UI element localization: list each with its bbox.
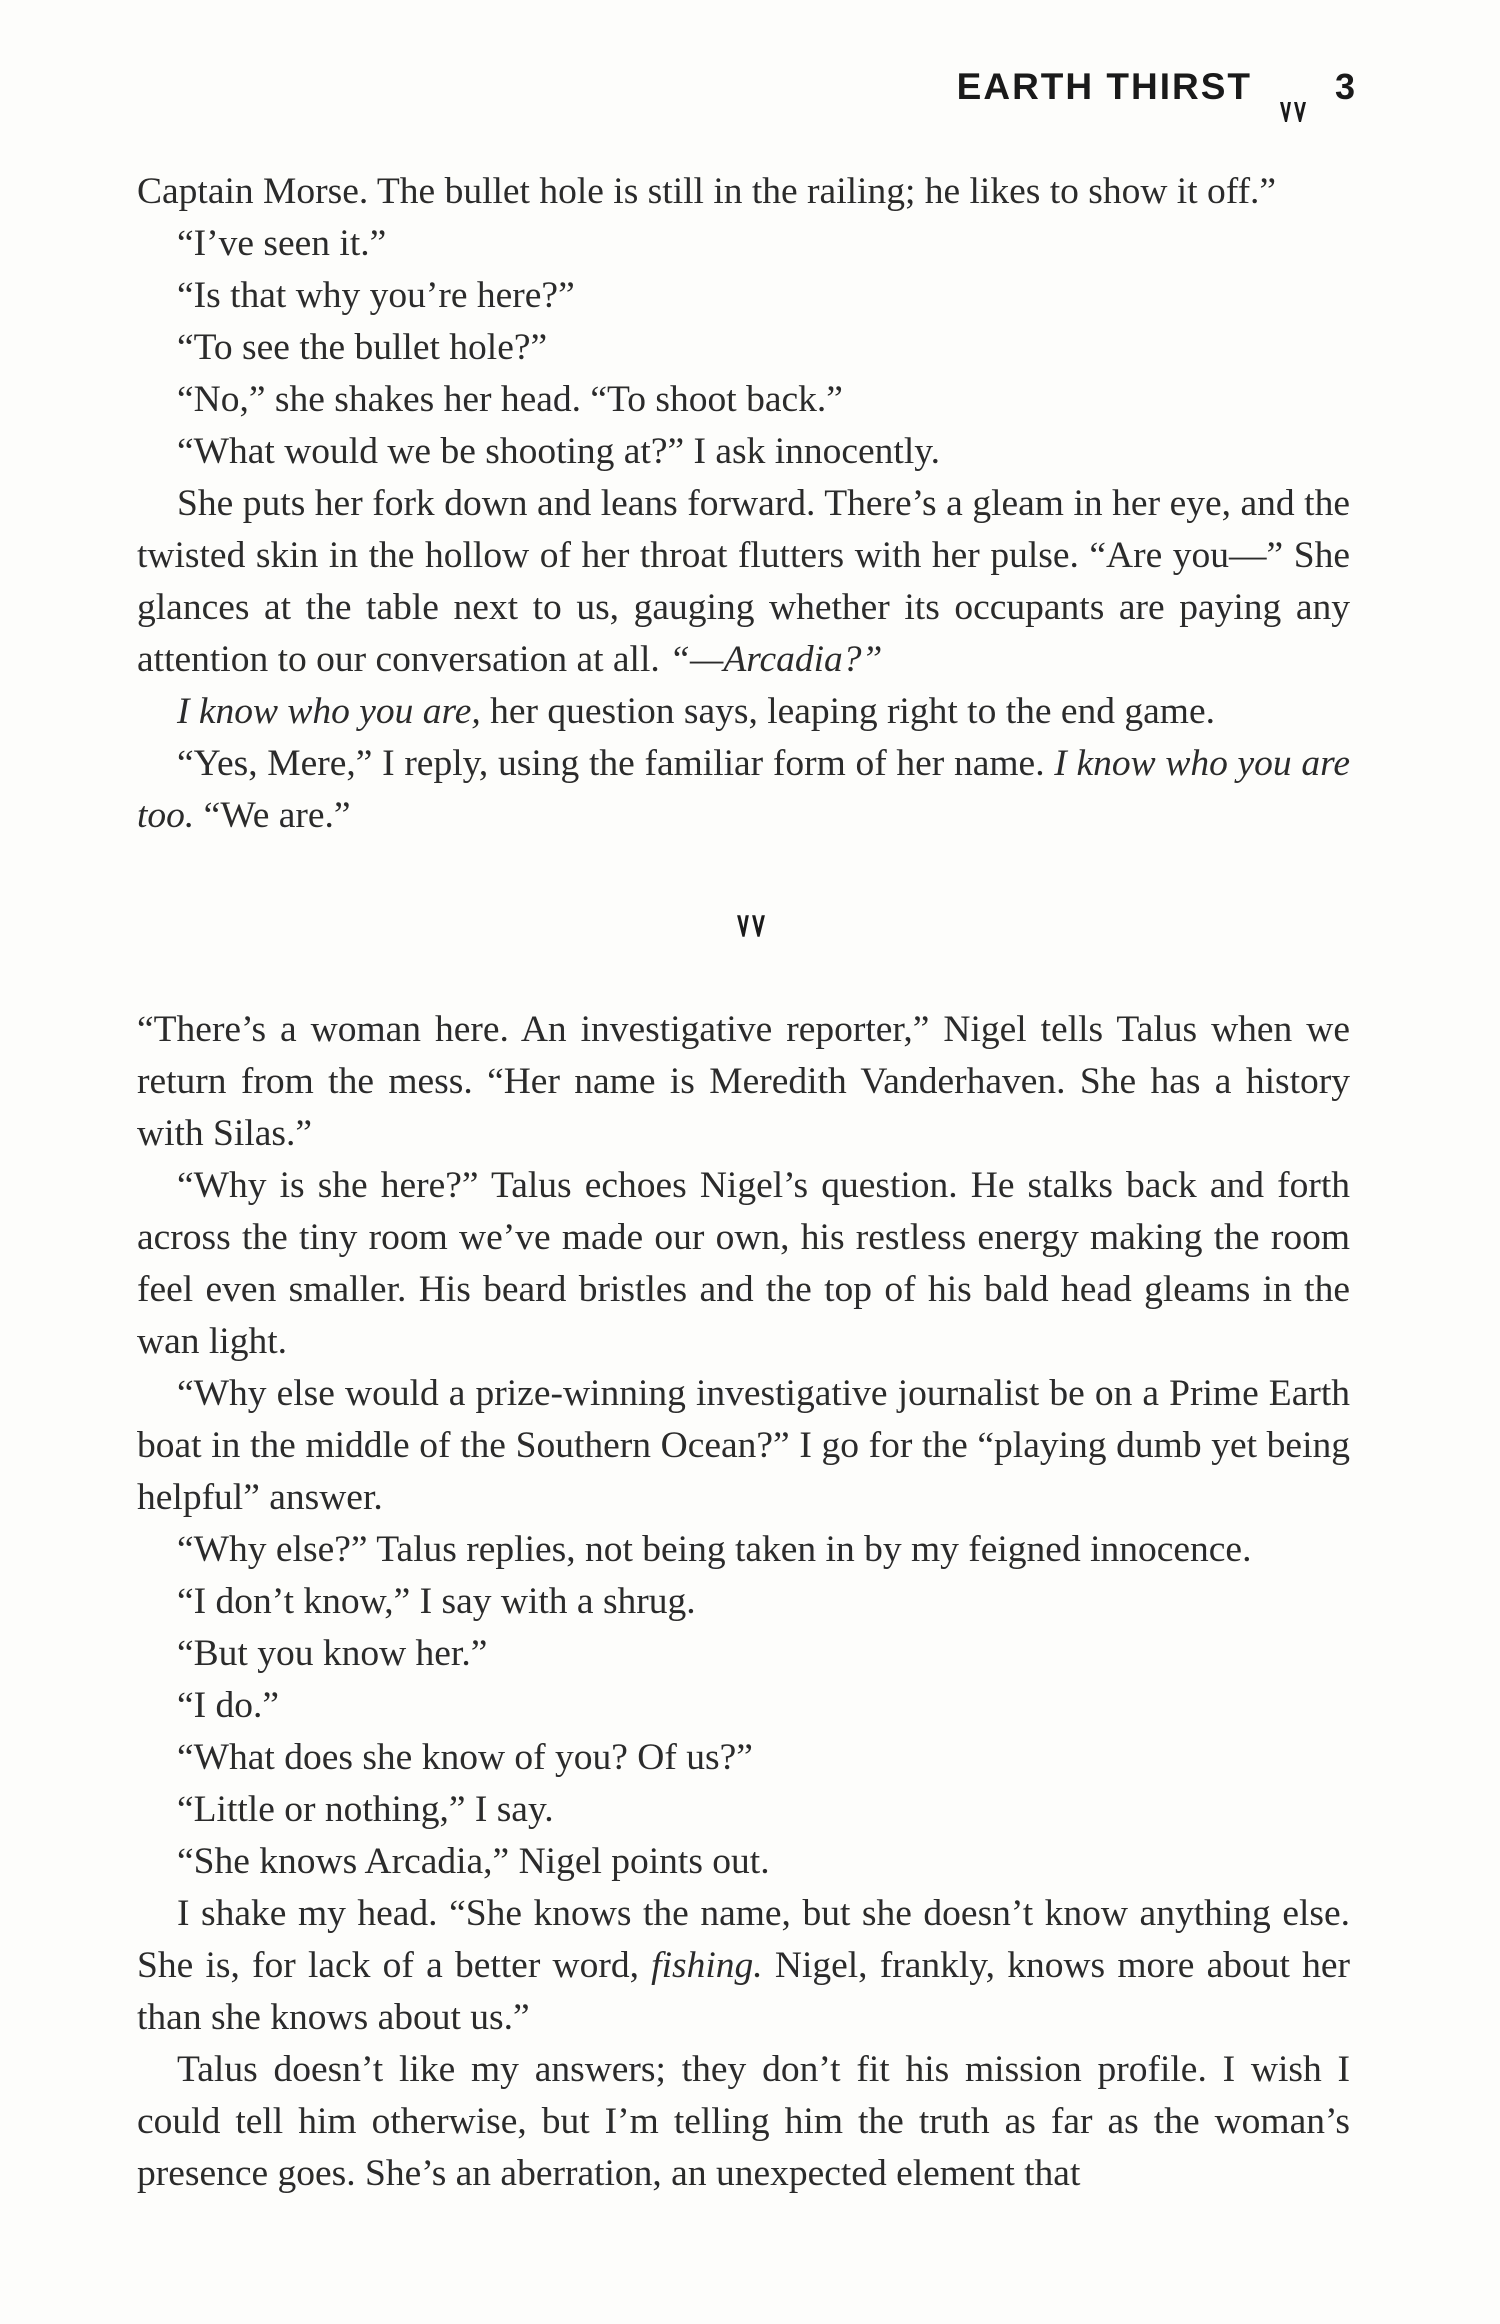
paragraph bbox=[137, 478, 1350, 686]
double-v-ornament-icon bbox=[1279, 98, 1307, 126]
paragraph-text: She puts her fork down and leans forward. There’s a gleam in her eye, and the twisted skin in the hollow of her throat flutters with her pulse. “Are you—” She glances at the table next to us, gauging whether its occupants are paying any attention to our conversation at all. bbox=[137, 483, 1350, 680]
paragraph: “What would we be shooting at?” I ask innocently. bbox=[177, 431, 940, 472]
paragraph: “I’ve seen it.” bbox=[177, 223, 387, 264]
paragraph: “Why else?” Talus replies, not being taken in by my feigned innocence. bbox=[177, 1529, 1252, 1570]
paragraph bbox=[137, 1888, 1350, 2044]
paragraph-text: her question says, leaping right to the end game. bbox=[480, 691, 1215, 732]
paragraph: “To see the bullet hole?” bbox=[177, 327, 548, 368]
paragraph: “There’s a woman here. An investigative reporter,” Nigel tells Talus when we return from the mess. “Her name is Meredith Vanderhaven. She has a history with Silas.” bbox=[137, 1009, 1350, 1154]
paragraph: “But you know her.” bbox=[177, 1633, 488, 1674]
paragraph: “No,” she shakes her head. “To shoot back.” bbox=[177, 379, 843, 420]
paragraph bbox=[137, 686, 1350, 738]
running-header bbox=[755, 64, 1355, 134]
paragraph: Captain Morse. The bullet hole is still in the railing; he likes to show it off.” bbox=[137, 171, 1277, 212]
paragraph: “Little or nothing,” I say. bbox=[177, 1789, 554, 1830]
paragraph: “What does she know of you? Of us?” bbox=[177, 1737, 753, 1778]
paragraph-text: “We are.” bbox=[194, 795, 351, 836]
paragraph-text: Nigel, frankly, knows more about her than she knows about us.” bbox=[137, 1945, 1350, 2038]
italic-text: I know who you are, bbox=[177, 691, 481, 732]
double-v-ornament-icon bbox=[736, 911, 766, 941]
paragraph: “Is that why you’re here?” bbox=[177, 275, 575, 316]
text-section-1 bbox=[137, 166, 1350, 842]
italic-text: “—Arcadia?” bbox=[669, 639, 883, 680]
italic-text: I know who you are too. bbox=[137, 743, 1350, 836]
paragraph: “I do.” bbox=[177, 1685, 280, 1726]
text-section-2 bbox=[137, 1004, 1350, 2200]
page-number: 3 bbox=[1334, 66, 1355, 107]
paragraph: Talus doesn’t like my answers; they don’t fit his mission profile. I wish I could tell him otherwise, but I’m telling him the truth as far as the woman’s presence goes. She’s an aberration, an unexpected element that bbox=[137, 2049, 1350, 2194]
paragraph: “She knows Arcadia,” Nigel points out. bbox=[177, 1841, 770, 1882]
italic-text: fishing. bbox=[651, 1945, 763, 1986]
paragraph-text: I shake my head. “She knows the name, but she doesn’t know anything else. She is, for lack of a better word, bbox=[137, 1893, 1350, 1986]
paragraph: “Why else would a prize-winning investigative journalist be on a Prime Earth boat in the middle of the Southern Ocean?” I go for the “playing dumb yet being helpful” answer. bbox=[137, 1373, 1350, 1518]
paragraph bbox=[137, 738, 1350, 842]
running-title: EARTH THIRST bbox=[956, 66, 1252, 107]
paragraph: “I don’t know,” I say with a shrug. bbox=[177, 1581, 696, 1622]
paragraph-text: “Yes, Mere,” I reply, using the familiar form of her name. bbox=[177, 743, 1055, 784]
paragraph: “Why is she here?” Talus echoes Nigel’s question. He stalks back and forth across the tiny room we’ve made our own, his restless energy making the room feel even smaller. His beard bristles and the top of his bald head gleams in the wan light. bbox=[137, 1165, 1350, 1362]
